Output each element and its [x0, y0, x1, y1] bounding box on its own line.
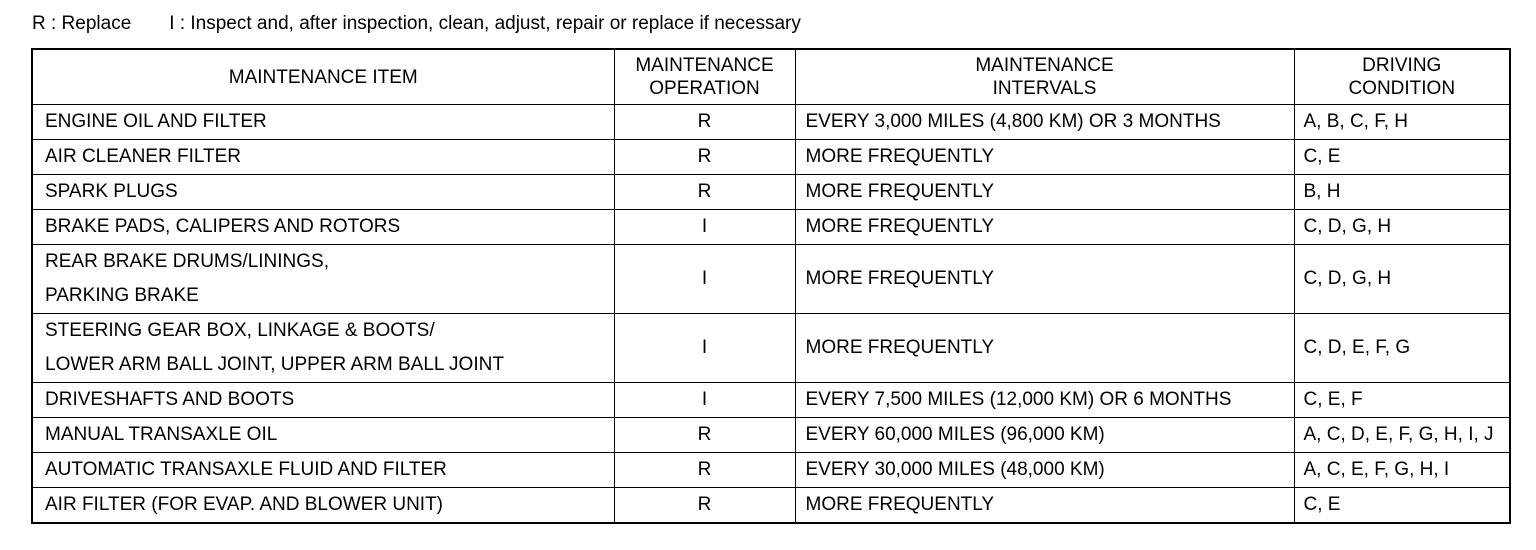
cell-interval: MORE FREQUENTLY [795, 175, 1294, 210]
cell-operation: R [614, 105, 795, 140]
cell-interval: MORE FREQUENTLY [795, 488, 1294, 524]
table-row [32, 140, 1510, 175]
cell-operation: R [614, 488, 795, 524]
legend-replace: R : Replace [32, 13, 132, 34]
cell-condition: A, B, C, F, H [1294, 105, 1510, 140]
cell-operation: I [614, 245, 795, 314]
cell-condition: C, D, G, H [1294, 210, 1510, 245]
cell-condition: C, E [1294, 488, 1510, 524]
table-row [32, 245, 1510, 314]
table-header-row [32, 49, 1510, 105]
cell-condition: B, H [1294, 175, 1510, 210]
cell-item: STEERING GEAR BOX, LINKAGE & BOOTS/ LOWER ARM BALL JOINT, UPPER ARM BALL JOINT [32, 314, 614, 383]
cell-interval: MORE FREQUENTLY [795, 245, 1294, 314]
cell-operation: I [614, 314, 795, 383]
cell-item: ENGINE OIL AND FILTER [32, 105, 614, 140]
cell-item: AIR CLEANER FILTER [32, 140, 614, 175]
cell-condition: A, C, E, F, G, H, I [1294, 453, 1510, 488]
cell-interval: EVERY 30,000 MILES (48,000 KM) [795, 453, 1294, 488]
table-row [32, 488, 1510, 524]
cell-operation: R [614, 175, 795, 210]
cell-condition: A, C, D, E, F, G, H, I, J [1294, 418, 1510, 453]
cell-item: AIR FILTER (FOR EVAP. AND BLOWER UNIT) [32, 488, 614, 524]
cell-item: AUTOMATIC TRANSAXLE FLUID AND FILTER [32, 453, 614, 488]
cell-item: BRAKE PADS, CALIPERS AND ROTORS [32, 210, 614, 245]
cell-item: REAR BRAKE DRUMS/LININGS, PARKING BRAKE [32, 245, 614, 314]
cell-interval: EVERY 7,500 MILES (12,000 KM) OR 6 MONTHS [795, 383, 1294, 418]
cell-interval: MORE FREQUENTLY [795, 314, 1294, 383]
cell-item: DRIVESHAFTS AND BOOTS [32, 383, 614, 418]
cell-item: SPARK PLUGS [32, 175, 614, 210]
cell-operation: I [614, 383, 795, 418]
cell-item: MANUAL TRANSAXLE OIL [32, 418, 614, 453]
cell-operation: R [614, 453, 795, 488]
table-row [32, 453, 1510, 488]
legend [32, 12, 801, 36]
table-row [32, 383, 1510, 418]
table-row [32, 175, 1510, 210]
cell-interval: EVERY 60,000 MILES (96,000 KM) [795, 418, 1294, 453]
cell-operation: I [614, 210, 795, 245]
header-maintenance-item: MAINTENANCE ITEM [32, 49, 614, 105]
table-row [32, 418, 1510, 453]
cell-condition: C, D, E, F, G [1294, 314, 1510, 383]
table-row [32, 105, 1510, 140]
table-row [32, 210, 1510, 245]
legend-inspect: I : Inspect and, after inspection, clean, adjust, repair or replace if necessary [169, 13, 801, 34]
cell-condition: C, E [1294, 140, 1510, 175]
cell-operation: R [614, 140, 795, 175]
cell-interval: EVERY 3,000 MILES (4,800 KM) OR 3 MONTHS [795, 105, 1294, 140]
cell-condition: C, E, F [1294, 383, 1510, 418]
cell-operation: R [614, 418, 795, 453]
cell-condition: C, D, G, H [1294, 245, 1510, 314]
maintenance-table [31, 48, 1511, 524]
header-maintenance-intervals: MAINTENANCE INTERVALS [795, 49, 1294, 105]
header-driving-condition: DRIVING CONDITION [1294, 49, 1510, 105]
cell-interval: MORE FREQUENTLY [795, 210, 1294, 245]
table-row [32, 314, 1510, 383]
cell-interval: MORE FREQUENTLY [795, 140, 1294, 175]
header-maintenance-operation: MAINTENANCE OPERATION [614, 49, 795, 105]
